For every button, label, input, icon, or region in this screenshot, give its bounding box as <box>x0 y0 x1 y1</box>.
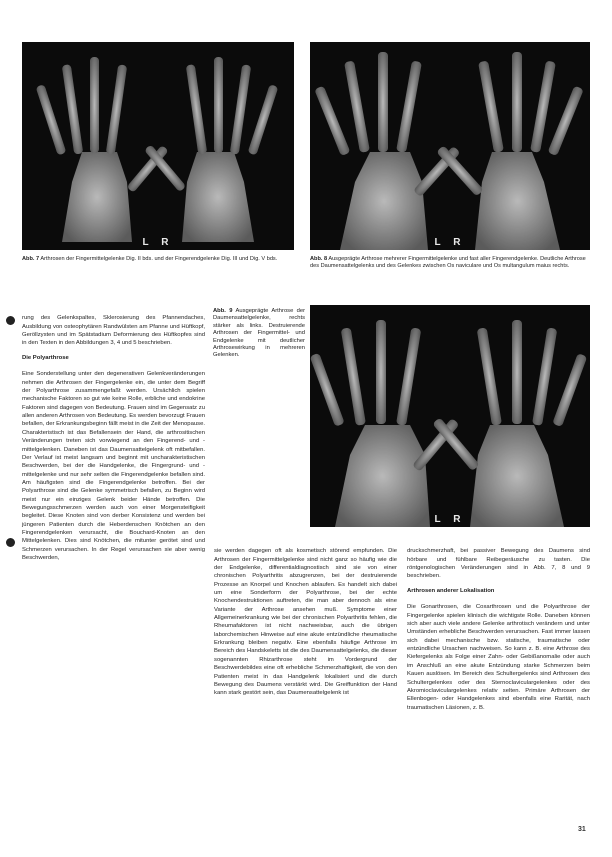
figure8-caption-text: Ausgeprägte Arthrose mehrerer Fingermittelgelenke und fast aller Fingerendgelenke. Deutliche Arthrose des Daumensattelgelenks und des Gelenkes zwischen Os naviculare und Os multangulum maius rechts. <box>310 256 586 269</box>
section-heading-arthrosen-anderer-lokalisation: Arthrosen anderer Lokalisation <box>407 587 495 594</box>
figure8-xray-image <box>310 42 590 250</box>
column1-body-paragraph: Eine Sonderstellung unter den degenerativen Gelenkveränderungen nehmen die Arthrosen der Fingergelenke ein, die unter dem Begriff der Polyarthrose zusammengefaßt werden. Ursächlich spielen mechanische Faktoren so gut wie keine Rolle, erbliche und endokrine Faktoren sind dagegen von Bedeutung. Frauen sind im Gegensatz zu allen anderen Arthrosen von Bedeutung. Es werden bevorzugt Frauen befallen, der Erkrankungsbeginn fällt meist in die Zeit der Menopause. Charakteristisch ist das Befallensein der Hand, die arthrositischen Veränderungen treten sich vorwiegend an den Fingerend- und -mittelgelenken. Daneben ist das Daumensattelgelenk oft mitbefallen. Der Verlauf ist meist langsam und beginnt mit uncharakteristischen Beschwerden, bei der die Handgelenke, die Fingergrund- und -mittelgelenke und nur sehr selten die Fingerendgelenke befallen sind. Am häufigsten sind die Fingerendgelenke betroffen. Bei der Polyarthrose sind die Gelenke symmetrisch befallen, zu Beginn wird meist nur ein einziges Gelenk beider Hände betroffen. Die Bewegungsschmerzen werden auch von einer Morgensteifigkeit begleitet. Diese Knoten sind von derber Konsistenz und werden bei jüngeren Patienten durch die Heberdenschen Knötchen an den Fingerendgelenken verursacht, die Bouchard-Knoten an den Mittelgelenken. Dies sind Knötchen, die mitunter gerötet sind und Schmerzen verursachen. In der Regel verursachen sie aber wenig Beschwerden, <box>22 371 205 561</box>
text-column-3 <box>407 539 590 839</box>
figure9-lr-marker: L R <box>434 514 466 525</box>
figure9-label: Abb. 9 <box>213 308 233 314</box>
figure9-caption-text: Ausgeprägte Arthrose der Daumensattelgelenke, rechts stärker als links. Destruierende Arthrosen der Fingermittel- und Endgelenke mit deutlicher Arthrosewirkung in mehreren Gelenken. <box>213 308 306 359</box>
figure7-caption <box>22 256 294 263</box>
figure8-label: Abb. 8 <box>310 256 328 262</box>
figure7-lr-marker: L R <box>142 237 174 248</box>
section-heading-polyarthrose: Die Polyarthrose <box>22 354 69 361</box>
figure8-caption <box>310 256 590 270</box>
figure8-lr-marker: L R <box>434 237 466 248</box>
column2-body-paragraph: sie werden dagegen oft als kosmetisch störend empfunden. Die Arthrosen der Fingermittelgelenke sind nicht ganz so häufig wie die der Endgelenke, differentialdiagnostisch sind sie von einer chronischen Polyarthritis abzugrenzen, bei der destruierende Prozesse an Knorpel und Knochen ablaufen. Es handelt sich dabei um eine Sonderform der Polyarthrose, bei der echte Knochendestruktionen auftreten, die man aber dennoch als eine Variante der Arthrose ansehen muß. Symptome einer Allgemeinerkrankung wie bei der chronischen Polyarthritis fehlen, die Rheumafaktoren ist nicht nachweisbar, auch die übrigen laborchemischen Hinweise auf eine akute entzündliche rheumatische Erkrankung bleiben negativ. Eine ebenfalls häufige Arthrose im Bereich des Handskeletts ist die des Daumensattelgelenks, die dieser sogenannten Rhizarthrose steht im Vordergrund der Beschwerdebildes eine oft erhebliche Schmerzhaftigkeit, die von den Patienten meist in das Handgelenk lokalisiert und die durch Bewegung des Daumens verstärkt wird. Die Greiffunktion der Hand kann stark gestört sein, das Daumensattelgelenk ist <box>214 548 397 697</box>
page-number: 31 <box>578 826 586 833</box>
column3-intro-paragraph: druckschmerzhaft, bei passiver Bewegung des Daumens sind hörbare und fühlbare Reibegeräusche zu tasten. Die röntgenologischen Veränderungen sind in Abb. 7, 8 und 9 beschrieben. <box>407 548 590 580</box>
figure7-xray-image <box>22 42 294 250</box>
text-column-1 <box>22 306 205 836</box>
column3-body-paragraph: Die Gonarthrosen, die Coxarthrosen und die Polyarthrose der Fingergelenke spielen klinisch die wichtigste Rolle. Daneben können sich aber auch viele andere Gelenke arthrotisch verändern und unter Umständen erhebliche Beschwerden verursachen. Fast immer lassen sich dabei mechanische bzw. statische, traumatische oder entzündliche Ursachen nachweisen. So kann z. B. eine Arthrose des Kiefergelenks als Folge einer Zahn- oder Gebißanomalie oder auch im Anschluß an eine akute Entzündung starke Schmerzen beim Kauen auslösen. Im Bereich des Schultergelenks sind Arthrosen des Schultergelenkes oder des Sternoclaviculargelenkes oder des Akromioclaviculargelenkes relativ selten. Primäre Arthrosen der Ellenbogen- oder Handgelenkes sind ebenfalls eine Rarität, nach traumatischen Läsionen, z. B. <box>407 604 590 711</box>
figure7-caption-text: Arthrosen der Fingermittelgelenke Dig. II bds. und der Fingerendgelenke Dig. III und Dig. V bds. <box>40 256 278 262</box>
punch-hole-bottom <box>6 538 15 547</box>
text-column-2 <box>214 539 397 839</box>
figure9-caption <box>213 308 305 360</box>
figure9-xray-image <box>310 305 590 527</box>
figure7-label: Abb. 7 <box>22 256 40 262</box>
punch-hole-top <box>6 316 15 325</box>
column1-intro-paragraph: rung des Gelenkspaltes, Sklerosierung des Pfannendaches, Ausbildung von osteophytären Randwülsten am Pfanne und Hüftkopf, Geröllzysten und im Spätstadium Deformierung des Hüftkopfes sind in den Texten in den Abbildungen 3, 4 und 5 beschrieben. <box>22 315 205 347</box>
